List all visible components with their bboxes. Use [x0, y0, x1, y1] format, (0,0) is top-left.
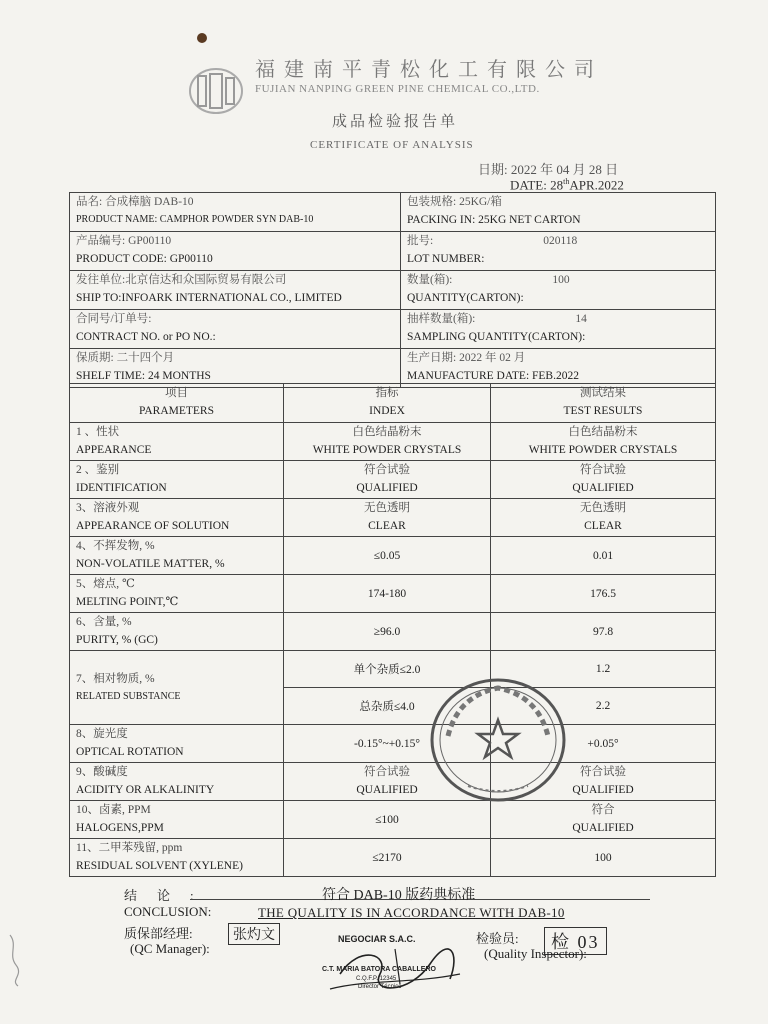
param-cn: 5、熔点, ℃: [76, 578, 135, 590]
qc-manager-en-label: (QC Manager):: [130, 941, 210, 956]
result-cell: [491, 461, 716, 499]
result-cell: [491, 499, 716, 537]
index-cell: ≤2170: [284, 839, 491, 877]
param-en: RESIDUAL SOLVENT (XYLENE): [76, 860, 243, 872]
ship-to-en: SHIP TO:INFOARK INTERNATIONAL CO., LIMITED: [76, 292, 342, 304]
lot-cell: [401, 232, 716, 271]
index-cell: -0.15°~+0.15°: [284, 725, 491, 763]
param-cell: [70, 575, 284, 613]
packing-en: PACKING IN: 25KG NET CARTON: [407, 214, 581, 226]
param-cn: 7、相对物质, %: [76, 672, 155, 685]
result-cell: 2.2: [491, 688, 716, 725]
result-cell: 0.01: [491, 537, 716, 575]
test-parameters-table: [69, 383, 716, 877]
header-index-en: INDEX: [369, 405, 405, 417]
quantity-en: QUANTITY(CARTON):: [407, 292, 524, 304]
date-en: [510, 177, 624, 193]
table-row: [70, 423, 716, 461]
index-en: QUALIFIED: [356, 482, 418, 494]
param-en: IDENTIFICATION: [76, 482, 167, 494]
conclusion-en-label: CONCLUSION:: [124, 904, 212, 919]
result-cn: 白色结晶粉末: [568, 426, 638, 438]
contract-cell: [70, 310, 401, 349]
param-cn: 3、溶液外观: [76, 502, 140, 514]
product-info-table: [69, 192, 716, 388]
inspector-cn-label: 检验员:: [476, 931, 519, 946]
header-parameters-cn: 项目: [165, 387, 188, 399]
index-en: CLEAR: [368, 520, 406, 532]
notary-name: C.T. MARIA BATORA CABALLERO: [322, 966, 436, 973]
qc-manager-name-stamp: 张灼文: [228, 923, 280, 945]
lot-label-cn: 批号:: [407, 235, 434, 247]
company-logo-icon: [188, 66, 244, 116]
product-name-cn: 品名: 合成樟脑 DAB-10: [76, 196, 194, 208]
param-cn: 4、不挥发物, %: [76, 540, 155, 552]
company-name-cn: 福建南平青松化工有限公司: [255, 59, 603, 81]
product-code-cell: [70, 232, 401, 271]
quantity-label-cn: 数量(箱):: [407, 274, 453, 286]
product-name-cell: [70, 193, 401, 232]
header-parameters: [70, 384, 284, 423]
index-cell: [284, 461, 491, 499]
lot-en: LOT NUMBER:: [407, 253, 485, 265]
shelf-time-cn: 保质期: 二十四个月: [76, 352, 175, 364]
table-row: [70, 575, 716, 613]
sampling-label-cn: 抽样数量(箱):: [407, 313, 476, 325]
result-cell: 176.5: [491, 575, 716, 613]
param-cn: 10、卤素, PPM: [76, 804, 151, 816]
param-cell: [70, 763, 284, 801]
index-cell: [284, 423, 491, 461]
result-cn: 符合试验: [580, 766, 626, 778]
lot-value: 020118: [543, 235, 578, 247]
result-cell: [491, 763, 716, 801]
date-en-suffix: APR.2022: [569, 177, 624, 193]
param-en: PURITY, % (GC): [76, 634, 158, 646]
param-en: APPEARANCE OF SOLUTION: [76, 520, 230, 532]
param-cn: 2 、鉴别: [76, 464, 120, 476]
qc-manager-cn-label: 质保部经理:: [124, 926, 193, 941]
result-cell: [491, 423, 716, 461]
manufacture-date-en: MANUFACTURE DATE: FEB.2022: [407, 370, 579, 382]
inspector-en-label: (Quality Inspector):: [484, 946, 587, 961]
param-cn: 8、旋光度: [76, 728, 128, 740]
contract-cn: 合同号/订单号:: [76, 313, 152, 325]
index-cn: 白色结晶粉末: [352, 426, 422, 438]
param-cell: [70, 499, 284, 537]
table-row: [70, 763, 716, 801]
inspector-stamp: 检 03: [544, 927, 607, 955]
packing-cell: [401, 193, 716, 232]
header-results-cn: 测试结果: [580, 387, 626, 399]
index-cell: 174-180: [284, 575, 491, 613]
result-cn: 符合: [591, 804, 615, 816]
param-en: APPEARANCE: [76, 444, 152, 456]
index-cell: [284, 763, 491, 801]
packing-cn: 包装规格: 25KG/箱: [407, 196, 502, 208]
result-cell: 100: [491, 839, 716, 877]
sampling-cell: [401, 310, 716, 349]
doc-title-en: CERTIFICATE OF ANALYSIS: [310, 139, 474, 151]
notary-registration: C.Q.F.P. 12345: [356, 976, 397, 982]
table-row: [70, 725, 716, 763]
param-en: OPTICAL ROTATION: [76, 746, 184, 758]
shelf-time-en: SHELF TIME: 24 MONTHS: [76, 370, 211, 382]
table-row: [70, 651, 716, 688]
table-row: [70, 801, 716, 839]
param-en: ACIDITY OR ALKALINITY: [76, 784, 215, 796]
notary-company: NEGOCIAR S.A.C.: [338, 934, 416, 944]
result-cell: +0.05°: [491, 725, 716, 763]
param-en: MELTING POINT,℃: [76, 596, 179, 608]
param-cell: [70, 423, 284, 461]
param-cell: [70, 613, 284, 651]
table-row: [70, 461, 716, 499]
result-cell: 1.2: [491, 651, 716, 688]
index-cell: ≤100: [284, 801, 491, 839]
conclusion-en-value: THE QUALITY IS IN ACCORDANCE WITH DAB-10: [258, 905, 565, 920]
param-cell: [70, 537, 284, 575]
ink-speck: [197, 33, 207, 43]
param-cn: 11、二甲苯残留, ppm: [76, 842, 183, 854]
result-en: QUALIFIED: [572, 822, 634, 834]
param-cn: 1 、性状: [76, 426, 120, 438]
index-cell: ≤0.05: [284, 537, 491, 575]
result-en: CLEAR: [584, 520, 622, 532]
param-cn: 6、含量, %: [76, 616, 132, 628]
manufacture-date-cn: 生产日期: 2022 年 02 月: [407, 352, 526, 364]
index-cn: 无色透明: [364, 502, 410, 514]
index-en: WHITE POWDER CRYSTALS: [312, 444, 462, 456]
date-cn: 日期: 2022 年 04 月 28 日: [478, 162, 619, 177]
result-cell: 97.8: [491, 613, 716, 651]
product-code-cn: 产品编号: GP00110: [76, 235, 172, 247]
sampling-cn: [401, 310, 715, 328]
table-row: [70, 499, 716, 537]
param-cell: [70, 461, 284, 499]
table-row: [70, 537, 716, 575]
notary-title: Director Técnico: [358, 984, 402, 990]
index-cell: [284, 499, 491, 537]
ship-to-cn: 发往单位:北京信达和众国际贸易有限公司: [76, 274, 287, 286]
header-index-cn: 指标: [375, 387, 399, 399]
header-results: [491, 384, 716, 423]
result-cn: 无色透明: [580, 502, 626, 514]
param-en: NON-VOLATILE MATTER, %: [76, 558, 225, 570]
param-cn: 9、酸碱度: [76, 766, 128, 778]
param-en: HALOGENS,PPM: [76, 822, 164, 834]
quantity-cell: [401, 271, 716, 310]
param-cell: [70, 725, 284, 763]
index-cell: 总杂质≤4.0: [284, 688, 491, 725]
result-en: QUALIFIED: [572, 784, 634, 796]
result-en: WHITE POWDER CRYSTALS: [528, 444, 678, 456]
conclusion-cn-label: 结论:: [124, 888, 214, 903]
quantity-cn: [401, 271, 715, 289]
table-row: [70, 839, 716, 877]
table-row: [70, 613, 716, 651]
contract-en: CONTRACT NO. or PO NO.:: [76, 331, 216, 343]
ship-to-cell: [70, 271, 401, 310]
header-parameters-en: PARAMETERS: [139, 405, 214, 417]
sampling-value: 14: [575, 313, 587, 325]
shelf-time-cell: [70, 349, 401, 388]
header-results-en: TEST RESULTS: [563, 405, 643, 417]
param-cell: [70, 839, 284, 877]
margin-signature-icon: [4, 930, 26, 990]
index-cn: 符合试验: [364, 766, 410, 778]
result-cell: [491, 801, 716, 839]
product-code-en: PRODUCT CODE: GP00110: [76, 253, 213, 265]
index-cn: 符合试验: [364, 464, 410, 476]
index-cell: 单个杂质≤2.0: [284, 651, 491, 688]
param-en: RELATED SUBSTANCE: [76, 690, 181, 702]
param-cell: [70, 651, 284, 725]
manufacture-date-cell: [401, 349, 716, 388]
product-name-en: PRODUCT NAME: CAMPHOR POWDER SYN DAB-10: [76, 214, 314, 225]
param-cell: [70, 801, 284, 839]
result-en: QUALIFIED: [572, 482, 634, 494]
conclusion-cn-value: 符合 DAB-10 版药典标准: [322, 888, 476, 903]
date-en-prefix: DATE: 28: [510, 177, 564, 193]
sampling-en: SAMPLING QUANTITY(CARTON):: [407, 331, 586, 343]
date-en-sup: th: [563, 177, 570, 186]
header-index: [284, 384, 491, 423]
doc-title-cn: 成品检验报告单: [332, 114, 459, 130]
quantity-value: 100: [552, 274, 570, 286]
result-cn: 符合试验: [580, 464, 626, 476]
index-en: QUALIFIED: [356, 784, 418, 796]
lot-cn: [401, 232, 715, 250]
company-name-en: FUJIAN NANPING GREEN PINE CHEMICAL CO.,LTD.: [255, 83, 540, 95]
index-cell: ≥96.0: [284, 613, 491, 651]
